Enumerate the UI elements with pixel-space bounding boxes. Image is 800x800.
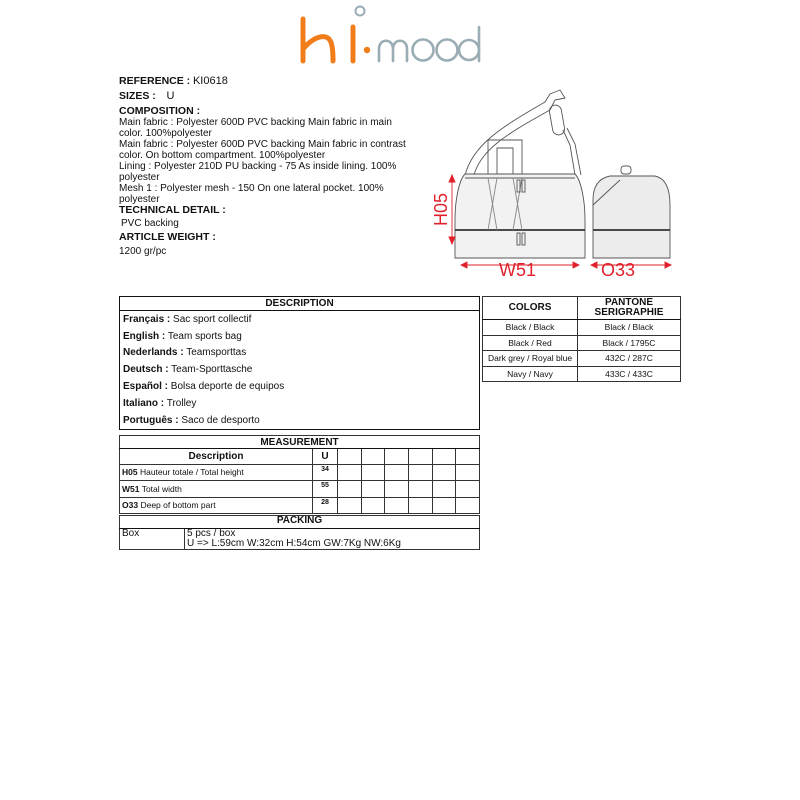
- color-cell: Black / Black: [483, 320, 578, 336]
- empty-cell: [456, 464, 480, 481]
- table-row: [120, 464, 480, 481]
- size-column-header: U: [313, 449, 338, 465]
- description-column-header: Description: [120, 449, 313, 465]
- sizes-label: SIZES :: [119, 90, 156, 102]
- color-cell: Navy / Navy: [483, 366, 578, 382]
- measure-value: 55: [313, 481, 338, 498]
- empty-cell: [408, 449, 432, 465]
- reference-value: KI0618: [192, 75, 228, 87]
- empty-cell: [361, 464, 385, 481]
- empty-cell: [338, 464, 362, 481]
- technical-value: PVC backing: [121, 218, 179, 229]
- empty-cell: [456, 449, 480, 465]
- language-text: Teamsporttas: [186, 347, 247, 359]
- measure-code: O33: [122, 500, 139, 511]
- table-row: [483, 351, 681, 367]
- measure-label: Deep of bottom part: [140, 500, 216, 511]
- measure-code: H05: [122, 467, 138, 478]
- logo-mood: [379, 27, 479, 61]
- packing-quantity: 5 pcs / box: [187, 528, 236, 539]
- pantone-cell: Black / 1795C: [578, 335, 681, 351]
- table-row: [120, 395, 480, 412]
- table-row: [120, 361, 480, 378]
- empty-cell: [408, 497, 432, 514]
- measure-label: Hauteur totale / Total height: [139, 467, 244, 478]
- spec-block: [119, 76, 409, 257]
- language-text: Bolsa deporte de equipos: [170, 381, 285, 393]
- colors-header: COLORS: [483, 297, 578, 320]
- empty-cell: [456, 497, 480, 514]
- language-text: Saco de desporto: [181, 414, 260, 426]
- weight-label: ARTICLE WEIGHT :: [119, 231, 216, 243]
- table-row: [120, 497, 480, 514]
- language-label: English :: [123, 330, 166, 342]
- height-dimension-label: H05: [431, 192, 451, 226]
- table-row: [120, 311, 480, 328]
- pantone-cell: Black / Black: [578, 320, 681, 336]
- table-row: [120, 481, 480, 498]
- composition-line: Main fabric : Polyester 600D PVC backing Main fabric in contrast color. On bottom compartment. 100%polyester: [119, 139, 406, 161]
- empty-cell: [385, 449, 409, 465]
- packing-dimensions: U => L:59cm W:32cm H:54cm GW:7Kg NW:6Kg: [187, 538, 401, 549]
- logo-dot: [364, 47, 370, 53]
- width-dimension-label: W51: [499, 260, 537, 280]
- composition-line: Main fabric : Polyester 600D PVC backing Main fabric in main color. 100%polyester: [119, 117, 392, 139]
- sizes-value: U: [166, 90, 175, 102]
- language-label: Français :: [123, 313, 171, 325]
- pantone-cell: 432C / 287C: [578, 351, 681, 367]
- empty-cell: [361, 497, 385, 514]
- empty-cell: [361, 449, 385, 465]
- table-row: [483, 335, 681, 351]
- empty-cell: [385, 464, 409, 481]
- table-row: [120, 328, 480, 345]
- language-label: Português :: [123, 414, 179, 426]
- bag-illustration: [425, 80, 675, 280]
- table-row: [120, 529, 480, 550]
- empty-cell: [338, 449, 362, 465]
- composition-line: Lining : Polyester 210D PU backing - 75 As inside lining. 100% polyester: [119, 161, 397, 183]
- measure-value: 34: [313, 464, 338, 481]
- measure-label: Total width: [141, 483, 182, 494]
- language-text: Team sports bag: [167, 330, 242, 342]
- packing-title: PACKING: [120, 516, 480, 529]
- packing-table: [119, 515, 480, 550]
- composition-line: Mesh 1 : Polyester mesh - 150 On one lateral pocket. 100% polyester: [119, 183, 384, 205]
- technical-label: TECHNICAL DETAIL :: [119, 204, 226, 216]
- composition-label: COMPOSITION :: [119, 105, 201, 117]
- measure-code: W51: [122, 483, 140, 494]
- language-text: Trolley: [166, 397, 197, 409]
- weight-value: 1200 gr/pc: [119, 246, 167, 257]
- measurement-table: [119, 435, 480, 514]
- color-cell: Dark grey / Royal blue: [483, 351, 578, 367]
- language-label: Nederlands :: [123, 347, 184, 359]
- empty-cell: [408, 481, 432, 498]
- empty-cell: [432, 497, 456, 514]
- empty-cell: [338, 481, 362, 498]
- table-row: [120, 345, 480, 362]
- table-row: [483, 320, 681, 336]
- empty-cell: [432, 481, 456, 498]
- depth-dimension-label: O33: [601, 260, 636, 280]
- table-row: [120, 378, 480, 395]
- empty-cell: [338, 497, 362, 514]
- reference-label: REFERENCE :: [119, 75, 191, 87]
- language-text: Team-Sporttasche: [171, 364, 253, 376]
- table-row: [483, 366, 681, 382]
- pantone-header: PANTONE SERIGRAPHIE: [578, 297, 681, 320]
- empty-cell: [432, 449, 456, 465]
- empty-cell: [456, 481, 480, 498]
- color-cell: Black / Red: [483, 335, 578, 351]
- language-label: Español :: [123, 381, 169, 393]
- description-table: [119, 296, 480, 430]
- colors-table: [482, 296, 681, 382]
- empty-cell: [385, 497, 409, 514]
- table-row: [120, 412, 480, 429]
- empty-cell: [361, 481, 385, 498]
- packing-type: Box: [120, 529, 185, 550]
- measurement-title: MEASUREMENT: [120, 436, 480, 449]
- measure-value: 28: [313, 497, 338, 514]
- description-title: DESCRIPTION: [120, 297, 480, 311]
- empty-cell: [432, 464, 456, 481]
- logo-ki: [303, 19, 353, 61]
- pantone-cell: 433C / 433C: [578, 366, 681, 382]
- language-text: Sac sport collectif: [173, 313, 252, 325]
- language-label: Italiano :: [123, 397, 165, 409]
- empty-cell: [408, 464, 432, 481]
- empty-cell: [385, 481, 409, 498]
- logo-ring: [356, 7, 365, 16]
- kimood-logo: [293, 5, 483, 67]
- language-label: Deutsch :: [123, 364, 169, 376]
